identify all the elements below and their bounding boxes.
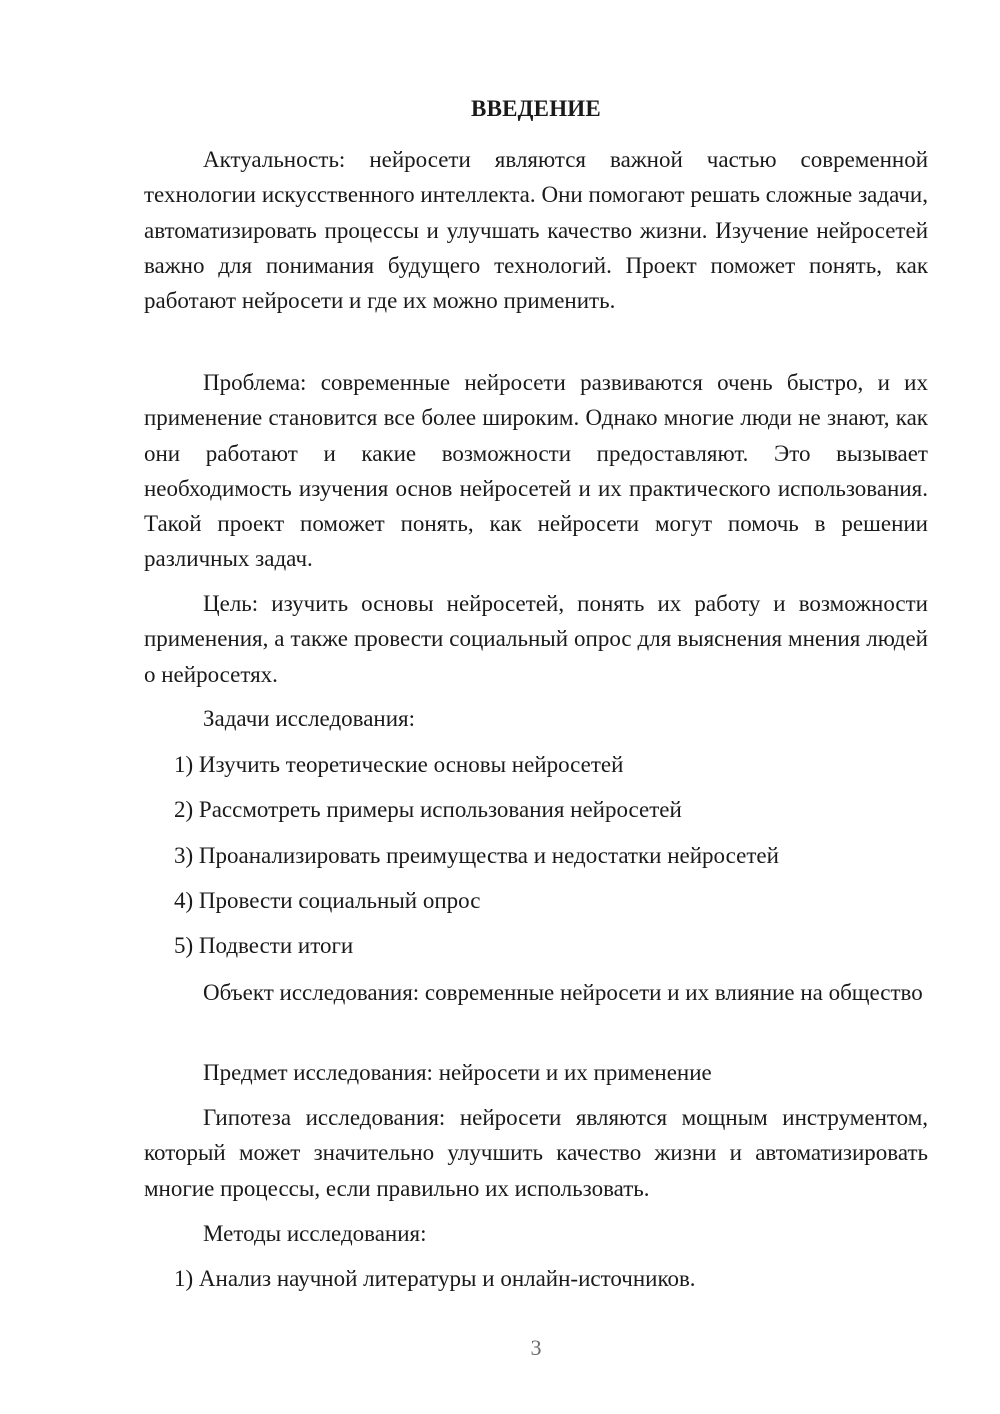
- task-item: 3) Проанализировать преимущества и недостатки нейросетей: [174, 843, 779, 868]
- problem-paragraph: Проблема: современные нейросети развиваются очень быстро, и их применение становится все более широким. Однако многие люди не знают, как они работают и какие возможности предоставляют. Это вызывает необходимость изучения основ нейросетей и их практического использования. Такой проект поможет понять, как нейросети могут помочь в решении различных задач.: [144, 370, 928, 572]
- task-item: 5) Подвести итоги: [174, 933, 354, 958]
- hypothesis-paragraph: Гипотеза исследования: нейросети являются мощным инструментом, который может значительно улучшить качество жизни и автоматизировать многие процессы, если правильно их использовать.: [144, 1105, 928, 1201]
- section-title: ВВЕДЕНИЕ: [471, 96, 601, 121]
- subject-line: Предмет исследования: нейросети и их применение: [203, 1060, 712, 1085]
- goal-paragraph: Цель: изучить основы нейросетей, понять их работу и возможности применения, а также провести социальный опрос для выяснения мнения людей о нейросетях.: [144, 591, 928, 687]
- method-item: 1) Анализ научной литературы и онлайн-источников.: [174, 1266, 696, 1291]
- tasks-heading: Задачи исследования:: [203, 706, 416, 731]
- page-number: 3: [530, 1335, 542, 1360]
- methods-heading: Методы исследования:: [203, 1221, 427, 1246]
- object-paragraph: Объект исследования: современные нейросети и их влияние на общество: [203, 980, 923, 1005]
- task-item: 1) Изучить теоретические основы нейросетей: [174, 752, 624, 777]
- task-item: 2) Рассмотреть примеры использования нейросетей: [174, 797, 682, 822]
- task-item: 4) Провести социальный опрос: [174, 888, 481, 913]
- relevance-paragraph: Актуальность: нейросети являются важной частью современной технологии искусственного интеллекта. Они помогают решать сложные задачи, автоматизировать процессы и улучшать качество жизни. Изучение нейросетей важно для понимания будущего технологий. Проект поможет понять, как работают нейросети и где их можно применить.: [144, 147, 928, 314]
